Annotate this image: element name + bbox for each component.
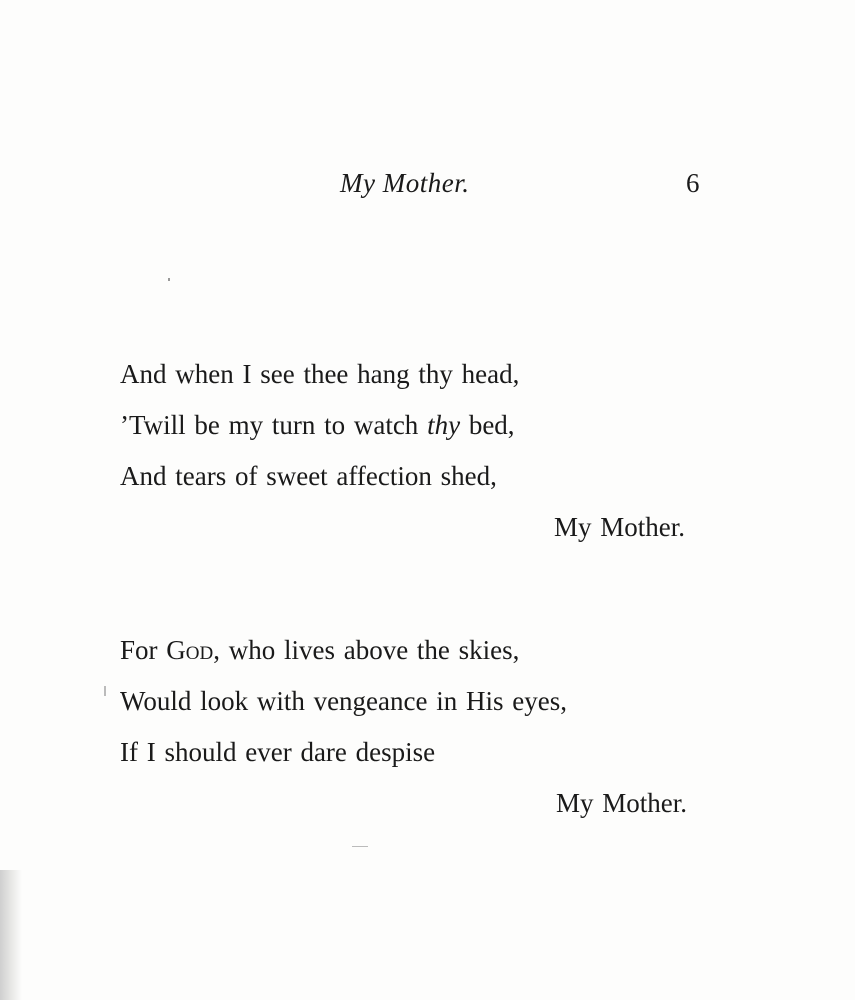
running-title: My Mother. bbox=[340, 168, 470, 198]
stanza-2 bbox=[120, 632, 720, 836]
emphasized-word: thy bbox=[427, 410, 461, 440]
page-number: 6 bbox=[686, 168, 700, 198]
page-edge-shadow bbox=[0, 870, 22, 1000]
verse-line: And tears of sweet affection shed, bbox=[120, 461, 497, 491]
verse-line: Would look with vengeance in His eyes, bbox=[120, 686, 567, 716]
running-head bbox=[0, 168, 855, 208]
verse-line: If I should ever dare despise bbox=[120, 737, 436, 767]
ink-speck bbox=[104, 686, 106, 696]
refrain-line: My Mother. bbox=[555, 788, 687, 818]
verse-line bbox=[120, 632, 720, 683]
refrain-line: My Mother. bbox=[553, 512, 685, 542]
verse-line bbox=[120, 407, 720, 458]
ink-speck bbox=[168, 278, 170, 281]
stanza-1 bbox=[120, 356, 720, 560]
verse-text: bed, bbox=[460, 410, 515, 440]
verse-text: ’Twill be my turn to watch bbox=[120, 410, 428, 440]
verse-line: And when I see thee hang thy head, bbox=[120, 359, 520, 389]
ink-speck bbox=[352, 846, 368, 847]
verse-text: For bbox=[120, 635, 167, 665]
smallcaps-word: God bbox=[166, 635, 214, 665]
verse-text: , who lives above the skies, bbox=[213, 635, 520, 665]
